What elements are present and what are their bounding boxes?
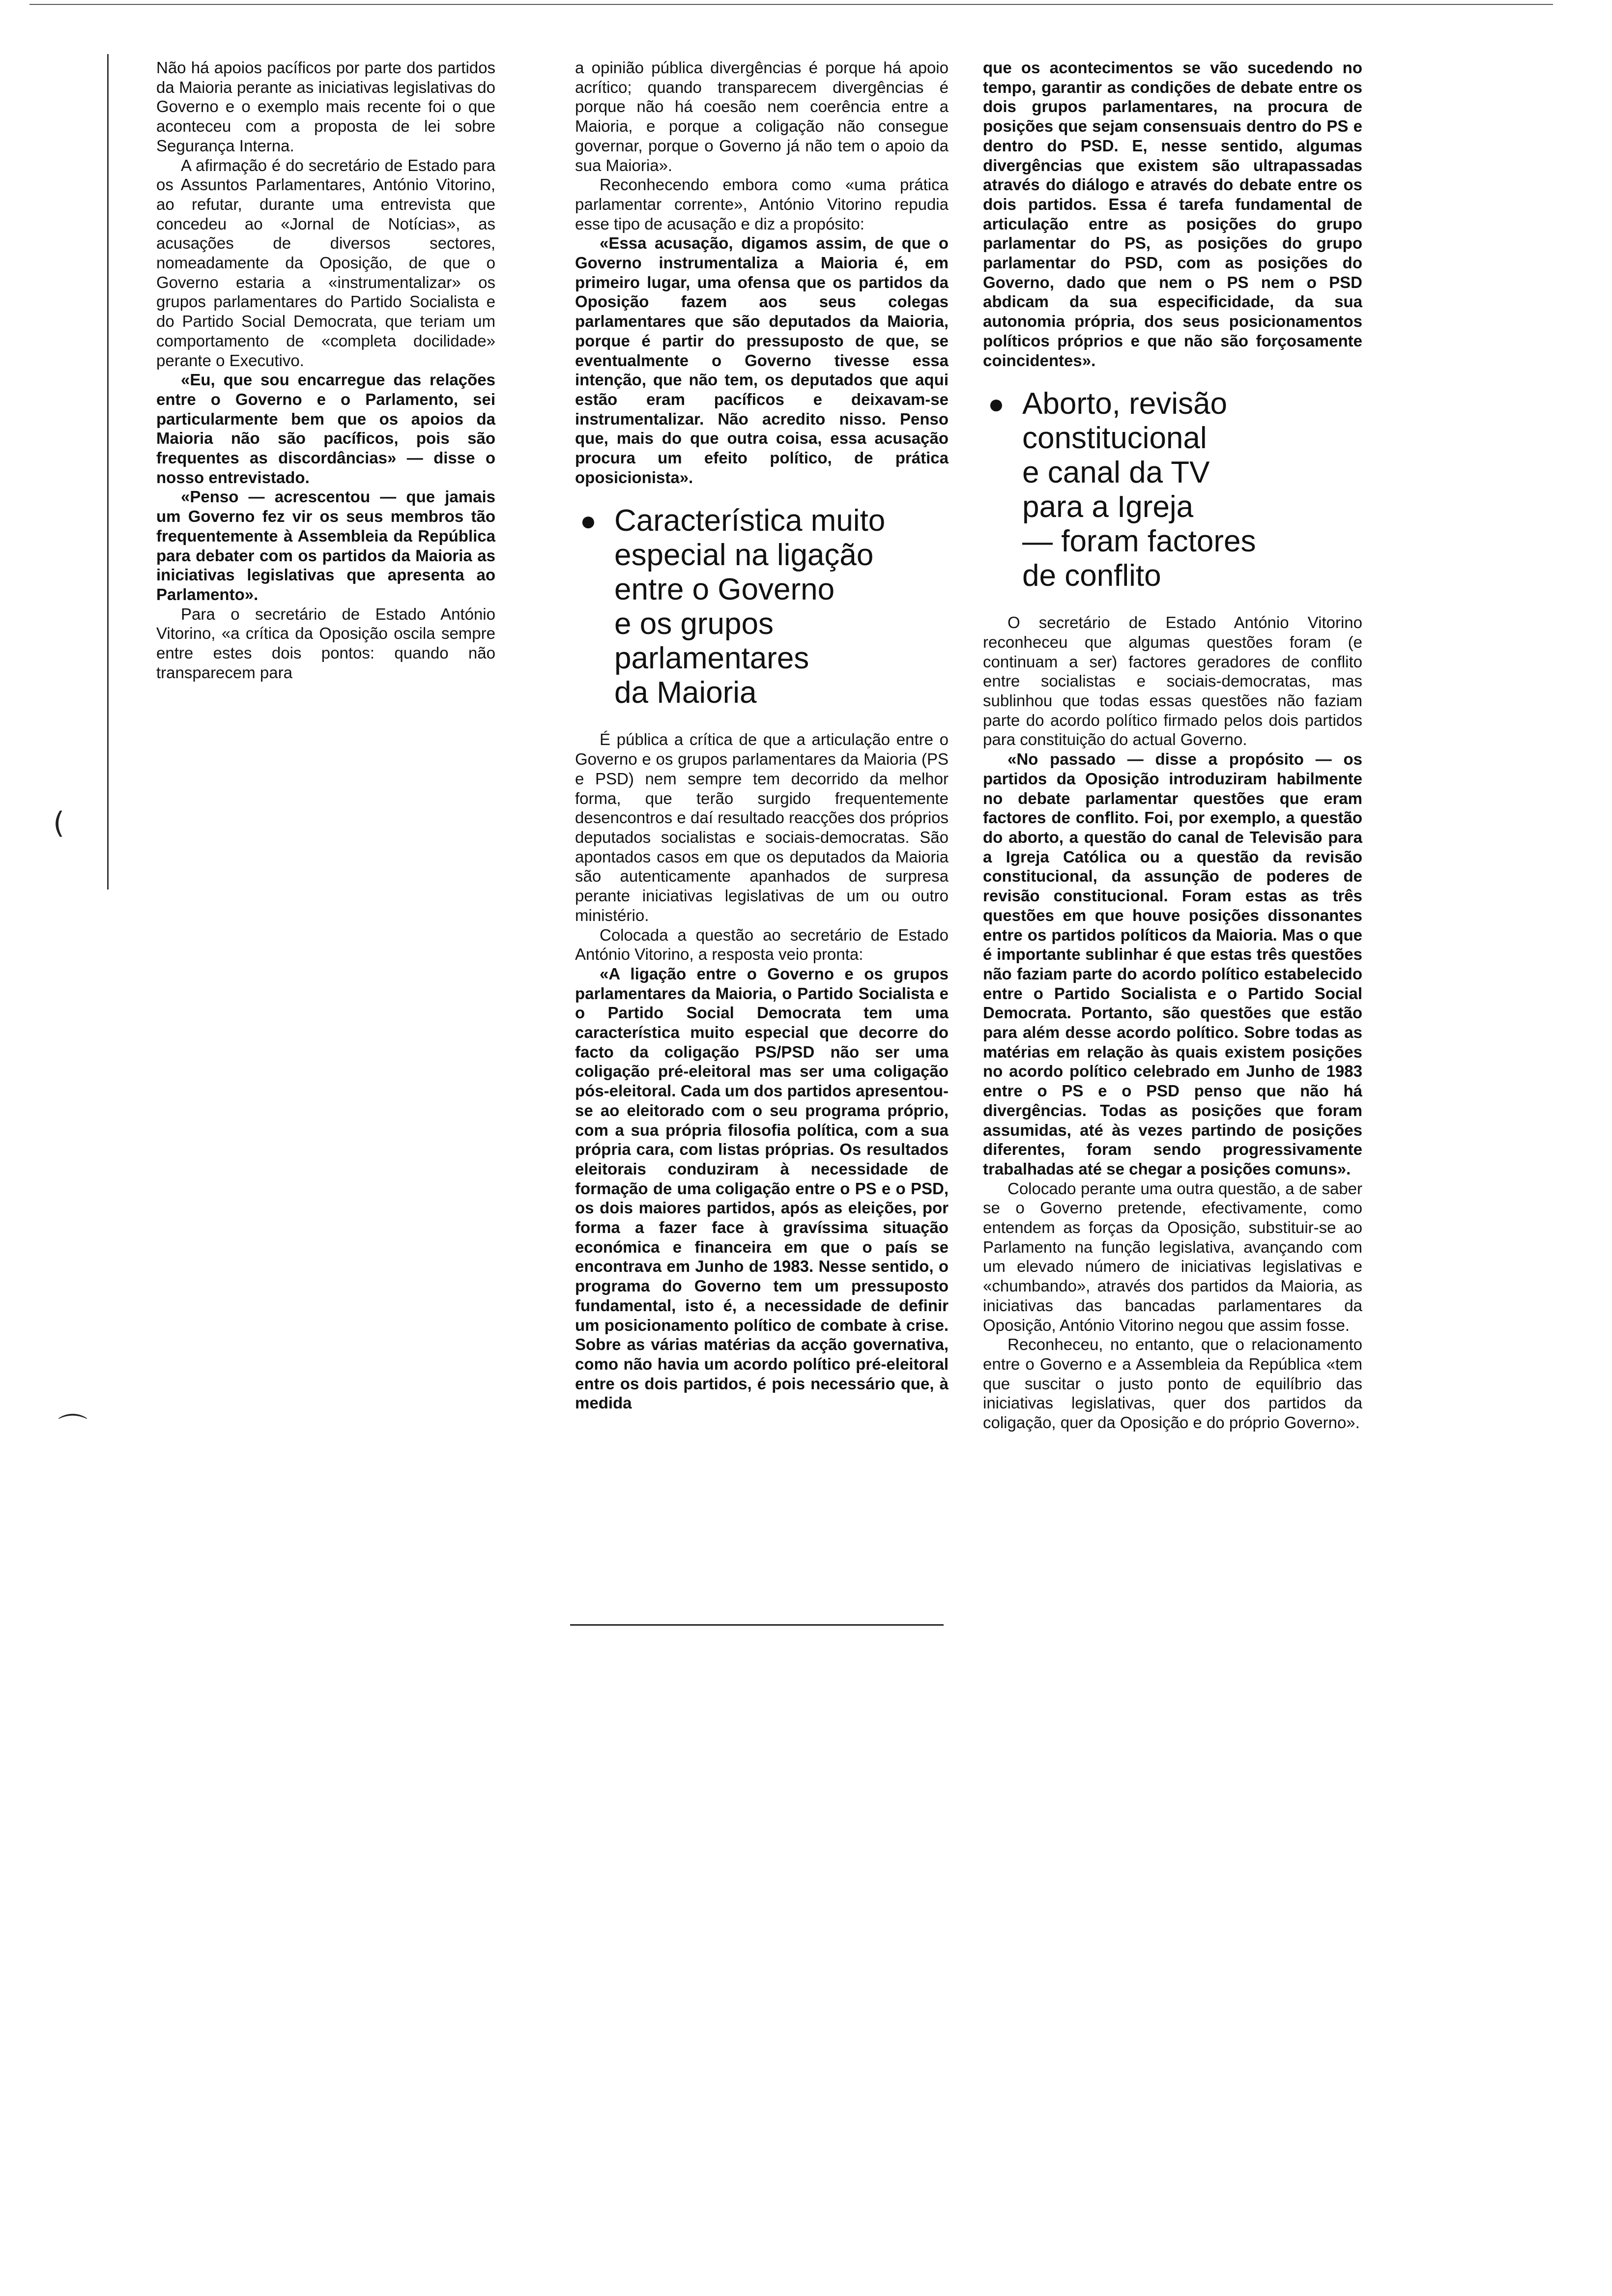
bullet-icon: ● xyxy=(580,505,597,537)
paragraph: Reconheceu, no entanto, que o relacionamento entre o Governo e a Assembleia da República «tem que suscitar o justo ponto de equilíbrio das iniciativas legislativas, quer dos partidos da coligação, quer da Oposição e do próprio Governo». xyxy=(983,1335,1362,1432)
paragraph: Colocado perante uma outra questão, a de saber se o Governo pretende, efectivamente, como entendem as forças da Oposição, substituir-se ao Parlamento na função legislativa, avançando com um elevado número de iniciativas legislativas e «chumbando», através dos partidos da Maioria, as iniciativas das bancadas parlamentares da Oposição, António Vitorino negou que assim fosse. xyxy=(983,1179,1362,1334)
paragraph: Colocada a questão ao secretário de Estado António Vitorino, a resposta veio pronta: xyxy=(575,925,949,964)
subheading-line: parlamentares xyxy=(614,641,809,676)
subheading-line: e os grupos xyxy=(614,607,774,641)
paragraph: É pública a crítica de que a articulação entre o Governo e os grupos parlamentares da Maioria (PS e PSD) nem sempre tem decorrido da melhor forma, que terão surgido frequentemente desencontros e daí resultado reacções dos próprios deputados socialistas e sociais-democratas. São apontados casos em que os deputados da Maioria são autenticamente apanhados de surpresa perante iniciativas legislativas de um ou outro ministério. xyxy=(575,730,949,924)
subheading-line: da Maioria xyxy=(614,676,757,710)
subheading-line: constitucional xyxy=(1022,421,1207,456)
paragraph: a opinião pública divergências é porque há apoio acrítico; quando transparecem divergências é porque não há coesão nem coerência entre a Maioria, e porque a coligação não consegue governar, porque o Governo já não tem o apoio da sua Maioria». xyxy=(575,58,949,174)
subheading-line: Característica muito xyxy=(614,504,886,538)
subheading-line: e canal da TV xyxy=(1022,456,1210,490)
quote-paragraph: «Eu, que sou encarregue das relações entre o Governo e o Parlamento, sei particularmente bem que os apoios da Maioria não são pacíficos, pois são frequentes as discordâncias» — disse o nosso entrevistado. xyxy=(156,371,495,487)
subheading-line: — foram factores xyxy=(1022,524,1256,559)
subheading-line: Aborto, revisão xyxy=(1022,387,1227,421)
paragraph: Reconhecendo embora como «uma prática parlamentar corrente», António Vitorino repudia esse tipo de acusação e diz a propósito: xyxy=(575,175,949,233)
quote-paragraph: «Penso — acrescentou — que jamais um Governo fez vir os seus membros tão frequentemente à Assembleia da República para debater com os partidos da Maioria as iniciativas legislativas que apresenta ao Parlamento». xyxy=(156,488,495,603)
subheading-line: de conflito xyxy=(1022,559,1161,593)
quote-paragraph: que os acontecimentos se vão sucedendo no tempo, garantir as condições de debate entre os dois grupos parlamentares, na procura de posições que sejam consensuais dentro do PS e dentro do PSD. E, nesse sentido, algumas divergências que existem são ultrapassadas através do diálogo e através do debate entre os dois partidos. Essa é tarefa fundamental de articulação entre as posições do grupo parlamentar do PS, as posições do grupo parlamentar do PSD, com as posições do Governo, dado que nem o PS nem o PSD abdicam da sua especificidade, da sua autonomia própria, dos seus posicionamentos políticos próprios e que não são forçosamente coincidentes». xyxy=(983,58,1362,370)
scan-artifact-mark: ( xyxy=(53,806,65,840)
article-column-1 xyxy=(156,58,495,683)
scan-artifact-mark: ⌒ xyxy=(58,1412,87,1446)
subheading xyxy=(575,504,949,710)
quote-paragraph: «No passado — disse a propósito — os partidos da Oposição introduziram habilmente no debate parlamentar questões que eram factores de conflito. Foi, por exemplo, a questão do aborto, a questão do canal de Televisão para a Igreja Católica ou a questão da revisão constitucional, da assunção de poderes de revisão constitucional. Foram estas as três questões em que houve posições dissonantes entre os partidos políticos da Maioria. Mas o que é importante sublinhar é que estas três questões não faziam parte do acordo político estabelecido entre o Partido Socialista e o Partido Social Democrata. Portanto, são questões que estão para além desse acordo político. Sobre todas as matérias em relação às quais existem posições no acordo político celebrado em Junho de 1983 entre o PS e o PSD penso que não há divergências. Todas as posições que foram assumidas, até às vezes partindo de posições diferentes, foram sendo progressivamente trabalhadas até se chegar a posições comuns». xyxy=(983,750,1362,1178)
article-column-2 xyxy=(575,58,949,1413)
subheading xyxy=(983,387,1362,593)
paragraph: O secretário de Estado António Vitorino reconheceu que algumas questões foram (e continuam a ser) factores geradores de conflito entre socialistas e sociais-democratas, mas sublinhou que todas essas questões não faziam parte do acordo político firmado pelos dois partidos para constituição do actual Governo. xyxy=(983,613,1362,749)
paragraph: Para o secretário de Estado António Vitorino, «a crítica da Oposição oscila sempre entre estes dois pontos: quando não transparecem para xyxy=(156,604,495,682)
bullet-icon: ● xyxy=(988,388,1005,420)
subheading-line: especial na ligação xyxy=(614,538,874,573)
quote-paragraph: «Essa acusação, digamos assim, de que o Governo instrumentaliza a Maioria é, em primeiro lugar, uma ofensa que os partidos da Oposição fazem aos seus colegas parlamentares que são deputados da Maioria, porque é partir do pressuposto de que, se eventualmente o Governo tivesse essa intenção, que não tem, os deputados que aqui estão eram pacíficos e deixavam-se instrumentalizar. Não acredito nisso. Penso que, mais do que outra coisa, essa acusação procura um efeito político, de prática oposicionista». xyxy=(575,234,949,487)
paragraph: Não há apoios pacíficos por parte dos partidos da Maioria perante as iniciativas legislativas do Governo e o exemplo mais recente foi o que aconteceu com a proposta de lei sobre Segurança Interna. xyxy=(156,58,495,155)
top-rule xyxy=(29,4,1553,5)
quote-paragraph: «A ligação entre o Governo e os grupos parlamentares da Maioria, o Partido Socialista e o Partido Social Democrata tem uma característica muito especial que decorre do facto da coligação PS/PSD não ser uma coligação pré-eleitoral mas ser uma coligação pós-eleitoral. Cada um dos partidos apresentou-se ao eleitorado com o seu programa próprio, com a sua própria filosofia política, com a sua própria cara, com listas próprias. Os resultados eleitorais conduziram à necessidade de formação de uma coligação entre o PS e o PSD, os dois maiores partidos, após as eleições, por forma a fazer face à gravíssima situação económica e financeira em que o país se encontrava em Junho de 1983. Nesse sentido, o programa do Governo tem um pressuposto fundamental, isto é, a necessidade de definir um posicionamento político de combate à crise. Sobre as várias matérias da acção governativa, como não havia um acordo político pré-eleitoral entre os dois partidos, é pois necessário que, à medida xyxy=(575,964,949,1412)
article-column-3 xyxy=(983,58,1362,1433)
column-2-bottom-rule xyxy=(570,1624,944,1626)
subheading-line: para a Igreja xyxy=(1022,490,1194,524)
subheading-line: entre o Governo xyxy=(614,573,835,607)
paragraph: A afirmação é do secretário de Estado para os Assuntos Parlamentares, António Vitorino, ao refutar, durante uma entrevista que concedeu ao «Jornal de Notícias», as acusações de diversos sectores, nomeadamente da Oposição, de que o Governo estaria a «instrumentalizar» os grupos parlamentares do Partido Socialista e do Partido Social Democrata, que teriam um comportamento de «completa docilidade» perante o Executivo. xyxy=(156,156,495,370)
left-margin-line xyxy=(107,54,109,890)
